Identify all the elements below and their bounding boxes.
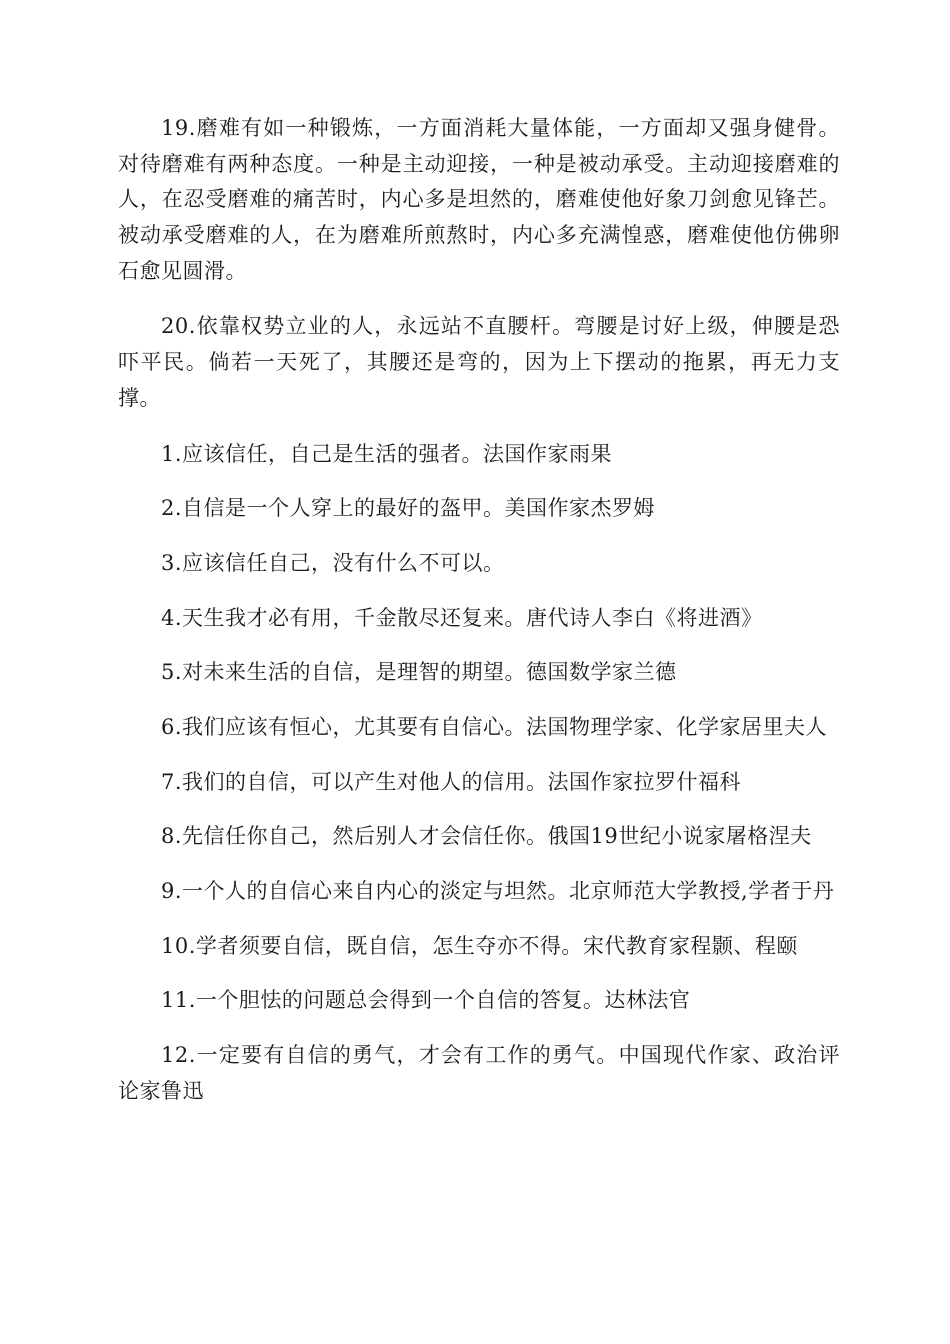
quote-7: 7.我们的自信，可以产生对他人的信用。法国作家拉罗什福科 xyxy=(161,769,742,794)
quote-8: 8.先信任你自己，然后别人才会信任你。俄国19世纪小说家屠格涅夫 xyxy=(161,824,812,849)
quote-4: 4.天生我才必有用，千金散尽还复来。唐代诗人李白《将进酒》 xyxy=(161,605,763,630)
quote-2: 2.自信是一个人穿上的最好的盔甲。美国作家杰罗姆 xyxy=(161,496,656,521)
quote-6: 6.我们应该有恒心，尤其要有自信心。法国物理学家、化学家居里夫人 xyxy=(161,714,828,739)
quote-1: 1.应该信任，自己是生活的强者。法国作家雨果 xyxy=(161,441,613,466)
quote-11: 11.一个胆怯的问题总会得到一个自信的答复。达林法官 xyxy=(161,988,691,1013)
quote-10: 10.学者须要自信，既自信，怎生夺亦不得。宋代教育家程颢、程颐 xyxy=(161,933,798,958)
quote-12: 12.一定要有自信的勇气，才会有工作的勇气。中国现代作家、政治评论家鲁迅 xyxy=(118,1043,840,1103)
quote-9: 9.一个人的自信心来自内心的淡定与坦然。北京师范大学教授,学者于丹 xyxy=(161,879,835,903)
quote-3: 3.应该信任自己，没有什么不可以。 xyxy=(161,550,505,575)
paragraph-19: 19.磨难有如一种锻炼，一方面消耗大量体能，一方面却又强身健骨。对待磨难有两种态度。一种是主动迎接，一种是被动承受。主动迎接磨难的人，在忍受磨难的痛苦时，内心多是坦然的，磨难使他好象刀剑愈见锋芒。被动承受磨难的人，在为磨难所煎熬时，内心多充满惶惑，磨难使他仿佛卵石愈见圆滑。 xyxy=(118,116,840,283)
paragraph-20: 20.依靠权势立业的人，永远站不直腰杆。弯腰是讨好上级，伸腰是恐吓平民。倘若一天死了，其腰还是弯的，因为上下摆动的拖累，再无力支撑。 xyxy=(118,314,840,410)
document-page xyxy=(118,0,840,1109)
quote-5: 5.对未来生活的自信，是理智的期望。德国数学家兰德 xyxy=(161,660,677,685)
